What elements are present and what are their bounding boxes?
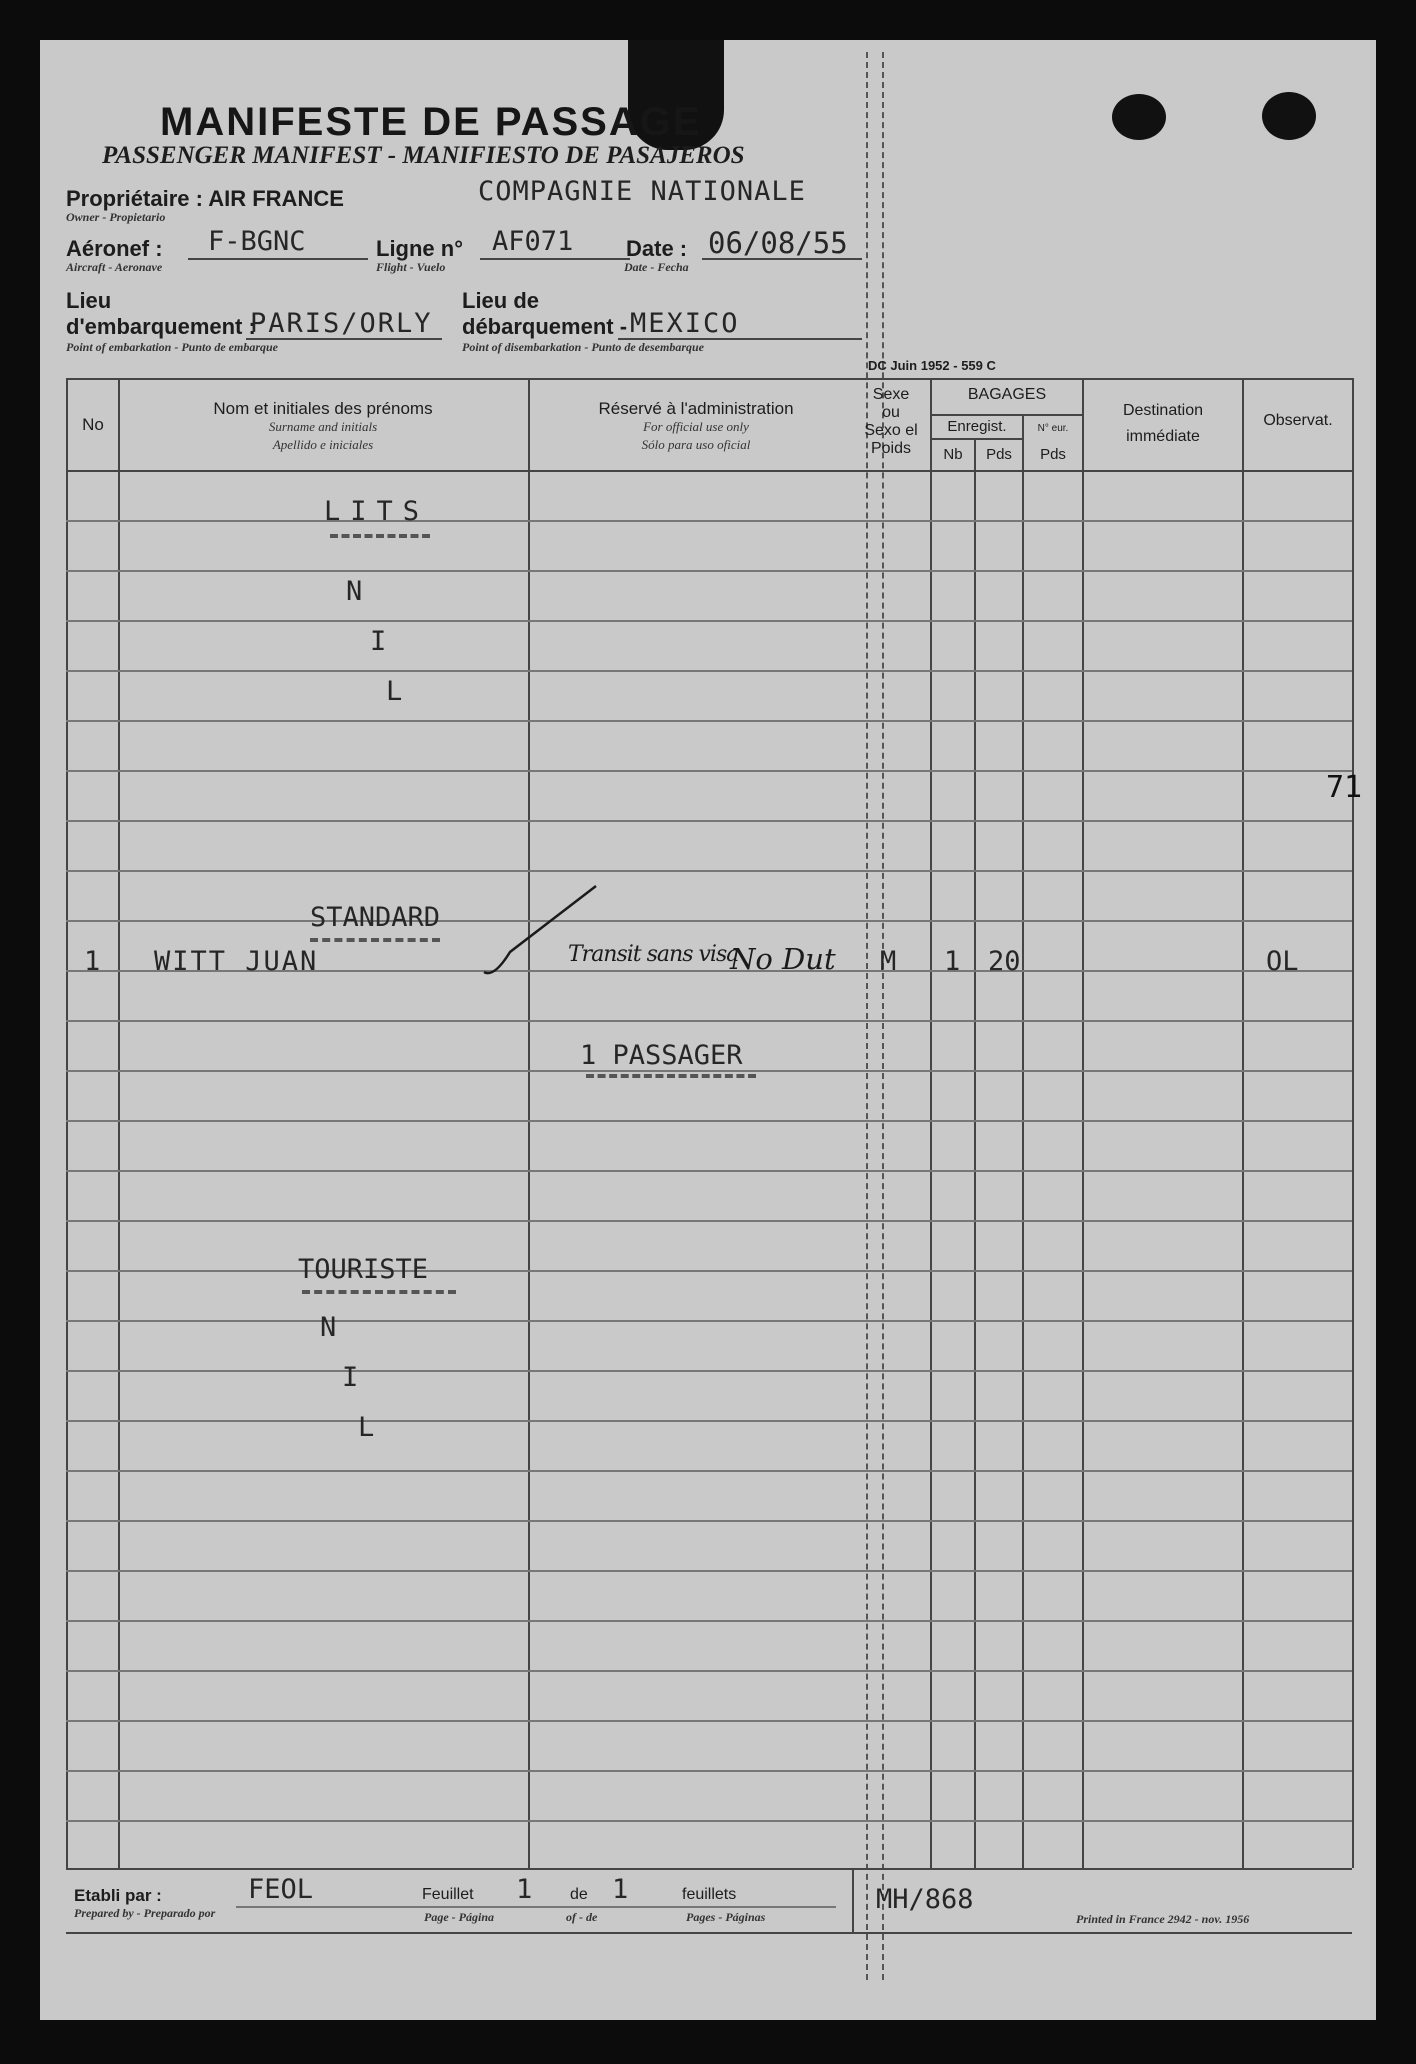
col-header-baggage: BAGAGES	[967, 386, 1047, 403]
row-rule	[852, 1220, 1352, 1222]
owner-value: COMPAGNIE NATIONALE	[478, 176, 806, 207]
sheet-label: Feuillet	[422, 1886, 474, 1903]
embark-label-line1: Lieu	[66, 288, 112, 313]
disembark-label-line1: Lieu de	[462, 288, 540, 313]
row-rule	[66, 1770, 862, 1772]
row-rule	[852, 920, 1352, 922]
manifest-subtitle: PASSENGER MANIFEST - MANIFIESTO DE PASAJEROS	[102, 142, 745, 169]
row-rule	[852, 1120, 1352, 1122]
row-rule	[852, 620, 1352, 622]
row-rule	[852, 820, 1352, 822]
punch-hole-right	[1262, 92, 1316, 140]
row-rule	[66, 820, 862, 822]
row-rule	[66, 670, 862, 672]
sheets-label: feuillets	[682, 1886, 737, 1903]
disembark-sublabel: Point of disembarkation - Punto de desembarque	[462, 340, 705, 354]
row-rule	[66, 1570, 862, 1572]
owner-sublabel: Owner - Propietario	[66, 210, 166, 224]
row-rule	[852, 1620, 1352, 1622]
row-rule	[852, 670, 1352, 672]
admin-note: Transit sans visa	[568, 942, 739, 967]
lits-nil-n: N	[346, 576, 363, 607]
sheets-sublabel: Pages - Páginas	[686, 1910, 766, 1924]
passenger-count: 1 PASSAGER	[580, 1040, 743, 1071]
of-sublabel: of - de	[566, 1910, 598, 1924]
row-rule	[852, 720, 1352, 722]
row-rule	[66, 1720, 862, 1722]
flight-value: AF071	[492, 226, 574, 257]
row-rule	[852, 1820, 1352, 1822]
touriste-nil-i: I	[342, 1362, 359, 1393]
of-value: 1	[612, 1874, 629, 1905]
col-header-observations: Observat.	[1263, 412, 1333, 429]
row-rule	[852, 1520, 1352, 1522]
touriste-label: TOURISTE	[298, 1254, 429, 1285]
date-value: 06/08/55	[708, 226, 848, 260]
col-header-name: Nom et initiales des prénoms Surname and initials Apellido e iniciales	[213, 399, 433, 452]
aircraft-sublabel: Aircraft - Aeronave	[66, 260, 163, 274]
baggage-weight: 20	[988, 946, 1021, 977]
row-rule	[852, 1770, 1352, 1772]
admin-note-2: No Dut	[730, 942, 836, 976]
row-rule	[852, 1170, 1352, 1172]
row-rule	[66, 1670, 862, 1672]
touriste-nil-n: N	[320, 1312, 337, 1343]
prepared-label: Etabli par :	[74, 1886, 162, 1905]
row-rule	[66, 870, 862, 872]
passenger-number: 1	[84, 946, 101, 977]
row-rule	[852, 1370, 1352, 1372]
col-header-pds: Pds	[986, 446, 1012, 463]
row-rule	[66, 1270, 862, 1272]
col-header-pds-cabin: Pds	[1040, 446, 1066, 463]
row-rule	[66, 570, 862, 572]
manifest-sheet	[40, 40, 1376, 2020]
row-rule	[852, 1320, 1352, 1322]
punch-hole-left	[1112, 94, 1166, 140]
row-rule	[852, 1270, 1352, 1272]
embark-label-line2: d'embarquement :	[66, 314, 256, 339]
prepared-value: FEOL	[248, 1874, 314, 1905]
margin-number: 71	[1326, 770, 1363, 805]
lits-label: LITS	[324, 496, 430, 527]
row-rule	[66, 1120, 862, 1122]
of-label: de	[570, 1886, 588, 1903]
prepared-sublabel: Prepared by - Preparado por	[74, 1906, 216, 1920]
row-rule	[66, 1620, 862, 1622]
disembark-value: MEXICO	[630, 308, 740, 339]
flight-sublabel: Flight - Vuelo	[376, 260, 446, 274]
sheet-value: 1	[516, 1874, 533, 1905]
row-rule	[66, 1420, 862, 1422]
printed-note: Printed in France 2942 - nov. 1956	[1076, 1912, 1250, 1926]
form-code: DC Juin 1952 - 559 C	[868, 358, 996, 373]
baggage-count: 1	[944, 946, 961, 977]
row-rule	[852, 870, 1352, 872]
aircraft-value: F-BGNC	[208, 226, 306, 257]
row-rule	[852, 1420, 1352, 1422]
passenger-sex: M	[880, 946, 897, 977]
flight-label: Ligne n°	[376, 236, 464, 261]
row-rule	[852, 1020, 1352, 1022]
embark-value: PARIS/ORLY	[250, 308, 433, 339]
date-sublabel: Date - Fecha	[624, 260, 689, 274]
row-rule	[852, 520, 1352, 522]
passenger-observation: OL	[1266, 946, 1299, 977]
row-rule	[852, 770, 1352, 772]
row-rule	[66, 620, 862, 622]
col-header-nb: Nb	[943, 446, 963, 463]
owner-label: Propriétaire : AIR FRANCE	[66, 186, 344, 211]
touriste-nil-l: L	[358, 1412, 375, 1443]
disembark-label-line2: débarquement -	[462, 314, 628, 339]
aircraft-label: Aéronef :	[66, 236, 163, 261]
row-rule	[66, 1170, 862, 1172]
col-header-sex: Sexe ou Sexo el Poids	[864, 386, 918, 457]
row-rule	[66, 520, 862, 522]
row-rule	[66, 770, 862, 772]
col-header-destination: Destination immédiate	[1122, 402, 1204, 445]
row-rule	[66, 720, 862, 722]
row-rule	[66, 1320, 862, 1322]
col-header-admin: Réservé à l'administration For official use only Sólo para uso oficial	[598, 399, 794, 452]
col-header-cabin: N° eur.	[1037, 423, 1069, 434]
embark-sublabel: Point of embarkation - Punto de embarque	[66, 340, 279, 354]
row-rule	[852, 1670, 1352, 1672]
row-rule	[852, 1570, 1352, 1572]
row-rule	[66, 1520, 862, 1522]
row-rule	[66, 920, 862, 922]
row-rule	[852, 1070, 1352, 1072]
passenger-name: WITT JUAN	[154, 946, 319, 977]
row-rule	[66, 1820, 862, 1822]
standard-label: STANDARD	[310, 902, 441, 933]
manifest-title: MANIFESTE DE PASSAGE	[160, 100, 702, 144]
sheet-sublabel: Page - Página	[424, 1910, 494, 1924]
row-rule	[852, 1470, 1352, 1472]
date-label: Date :	[626, 236, 688, 261]
reference-number: MH/868	[876, 1884, 974, 1915]
col-header-no: No	[82, 415, 104, 434]
row-rule	[66, 1370, 862, 1372]
row-rule	[852, 1720, 1352, 1722]
row-rule	[66, 1220, 862, 1222]
row-rule	[852, 570, 1352, 572]
row-rule	[66, 1470, 862, 1472]
col-header-registered: Enregist.	[947, 418, 1007, 435]
center-fold-perforation	[866, 52, 884, 1980]
row-rule	[66, 1020, 862, 1022]
lits-nil-i: I	[370, 626, 387, 657]
lits-nil-l: L	[386, 676, 403, 707]
